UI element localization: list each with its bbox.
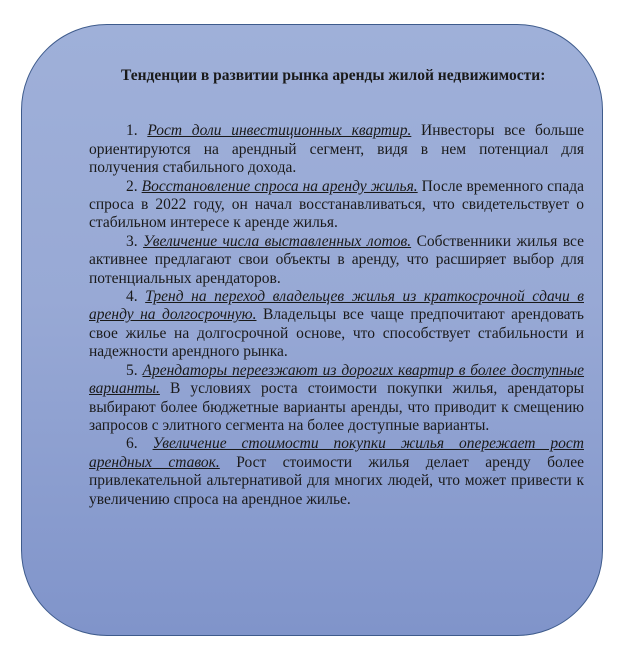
- item-text: Инвесторы все больше ориентируются на арендный сегмент, видя в нем потенциал для получения стабильного дохода.: [89, 122, 585, 177]
- item-text: Собственники жилья все активнее предлагают свои объекты в аренду, что расширяет выбор для потенциальных арендаторов.: [89, 232, 584, 287]
- item-number: 4.: [126, 288, 138, 306]
- item-number: 1.: [126, 122, 138, 140]
- item-heading: Арендаторы переезжают из дорогих квартир в более доступные варианты.: [89, 361, 585, 398]
- list-item: [89, 178, 584, 233]
- item-heading: Восстановление спроса на аренду жилья.: [141, 177, 418, 195]
- item-heading: Увеличение числа выставленных лотов.: [143, 232, 412, 250]
- item-number: 6.: [126, 435, 138, 453]
- item-text: После временного спада спроса в 2022 году, он начал восстанавливаться, что свидетельствует о стабильном интересе к аренде жилья.: [89, 177, 584, 232]
- list-item: [89, 435, 584, 509]
- item-heading: Увеличение стоимости покупки жилья опережает рост арендных ставок.: [89, 435, 584, 471]
- item-text: Рост стоимости жилья делает аренду более привлекательной альтернативой для многих людей, что может привести к увеличению спроса на арендное жилье.: [89, 453, 584, 508]
- card-content: [89, 67, 584, 509]
- item-heading: Рост доли инвестиционных квартир.: [147, 122, 412, 140]
- list-item: [89, 288, 584, 362]
- document-title: Тенденции в развитии рынка аренды жилой недвижимости:: [121, 67, 546, 84]
- item-number: 3.: [126, 232, 138, 250]
- item-number: 2.: [126, 177, 138, 195]
- item-text: В условиях роста стоимости покупки жилья, арендаторы выбирают более бюджетные варианты аренды, что приводит к смещению запросов с элитного сегмента на более доступные варианты.: [89, 380, 584, 434]
- item-number: 5.: [126, 361, 138, 379]
- list-item: [89, 233, 584, 288]
- item-heading: Тренд на переход владельцев жилья из краткосрочной сдачи в аренду на долгосрочную.: [89, 288, 584, 324]
- trend-list: [89, 122, 584, 509]
- list-item: [89, 362, 584, 436]
- list-item: [89, 122, 584, 177]
- rounded-text-card: [21, 24, 603, 636]
- item-text: Владельцы все чаще предпочитают арендовать свое жилье на долгосрочной основе, что способствует стабильности и надежности арендного рынка.: [89, 306, 585, 361]
